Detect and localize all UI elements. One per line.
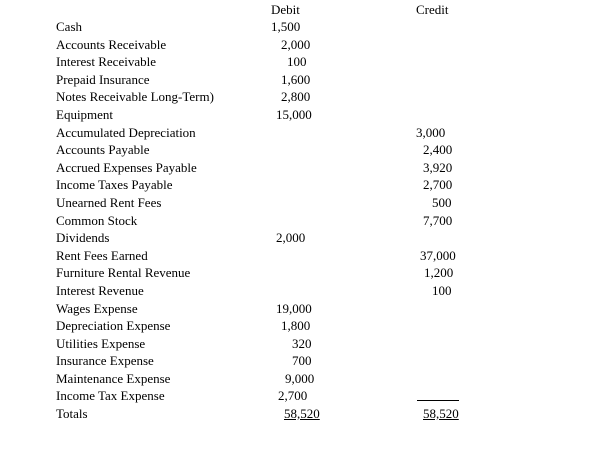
account-name: Cash [56,19,82,34]
credit-amount: 37,000 [420,247,456,263]
table-row [0,282,600,300]
table-row [0,317,600,335]
account-name: Income Tax Expense [56,388,165,404]
debit-amount: 19,000 [276,300,312,316]
account-name: Accrued Expenses Payable [56,159,197,175]
debit-amount: 2,000 [276,230,306,246]
credit-amount: 500 [432,194,452,210]
account-name: Insurance Expense [56,353,154,369]
table-row [0,212,600,230]
credit-total: 58,520 [423,406,459,422]
account-name: Income Taxes Payable [56,177,173,193]
account-name: Furniture Rental Revenue [56,265,191,281]
debit-total: 58,520 [284,406,320,422]
table-row [0,88,600,106]
account-name: Depreciation Expense [56,318,171,334]
table-row [0,247,600,265]
account-name: Unearned Rent Fees [56,194,162,210]
account-name: Utilities Expense [56,335,146,351]
totals-row [0,405,600,423]
account-name: Prepaid Insurance [56,71,150,87]
table-row [0,176,600,194]
credit-amount: 2,700 [423,177,453,193]
table-row [0,352,600,370]
table-row [0,18,600,36]
credit-amount: 100 [432,282,452,298]
debit-amount: 100 [287,54,307,70]
account-name: Dividends [56,230,110,246]
credit-column-header: Credit [416,2,449,17]
credit-amount: 2,400 [423,142,453,158]
table-row [0,124,600,142]
account-name: Accounts Receivable [56,36,167,52]
account-name: Accumulated Depreciation [56,124,196,140]
credit-amount: 3,920 [423,159,453,175]
debit-amount: 9,000 [285,370,315,386]
table-row [0,300,600,318]
debit-amount: 1,500 [271,19,301,34]
debit-column-header: Debit [271,2,300,17]
table-row [0,387,600,405]
debit-amount: 700 [292,353,312,369]
table-row [0,106,600,124]
table-row [0,141,600,159]
totals-label: Totals [56,406,88,422]
account-name: Equipment [56,106,114,122]
account-name: Common Stock [56,212,138,228]
debit-amount: 1,800 [281,318,311,334]
table-row [0,370,600,388]
credit-amount: 1,200 [424,265,454,281]
table-row [0,194,600,212]
account-name: Accounts Payable [56,142,150,158]
table-row [0,159,600,177]
table-row [0,229,600,247]
table-row [0,264,600,282]
account-name: Wages Expense [56,300,138,316]
debit-amount: 15,000 [276,106,312,122]
credit-total-rule [417,400,459,401]
account-name: Interest Revenue [56,282,144,298]
trial-balance-table [0,18,600,423]
table-row [0,335,600,353]
table-row [0,71,600,89]
debit-amount: 320 [292,335,312,351]
credit-amount: 3,000 [416,124,446,140]
account-name: Maintenance Expense [56,370,171,386]
account-name: Notes Receivable Long-Term) [56,89,214,105]
debit-amount: 2,800 [281,89,311,105]
table-row [0,53,600,71]
account-name: Interest Receivable [56,54,156,70]
debit-amount: 1,600 [281,71,311,87]
debit-amount: 2,700 [278,388,308,404]
credit-amount: 7,700 [423,212,453,228]
debit-amount: 2,000 [281,36,311,52]
account-name: Rent Fees Earned [56,247,148,263]
table-row [0,36,600,54]
